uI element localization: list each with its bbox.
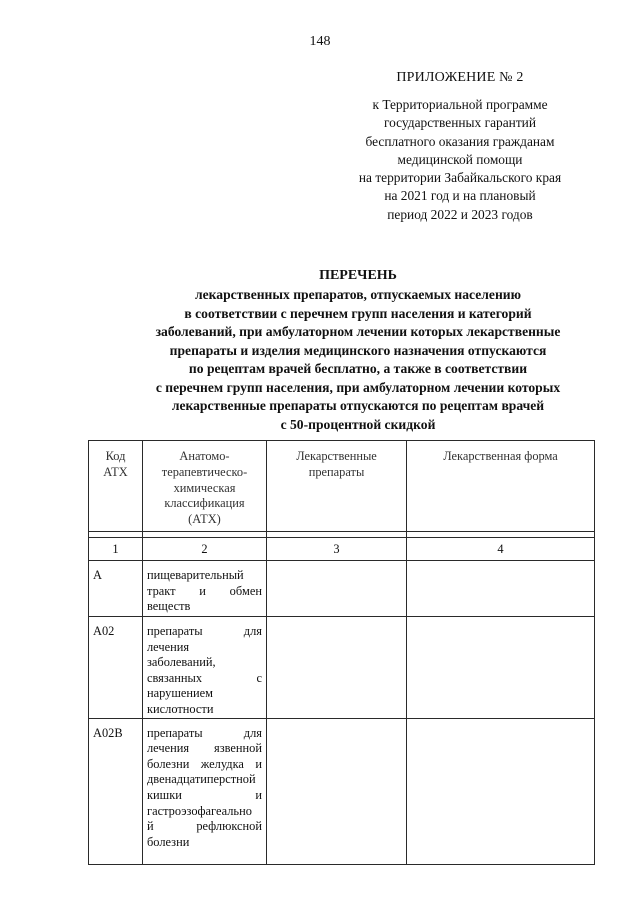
- classification-line: кишки и: [147, 787, 262, 802]
- atx-classification: [143, 561, 267, 617]
- column-number: 2: [143, 538, 267, 561]
- subtitle-line: лекарственных препаратов, отпускаемых населению: [195, 287, 521, 302]
- header-line: Лекарственные: [296, 449, 377, 463]
- column-number: 1: [89, 538, 143, 561]
- header-form: [407, 441, 595, 532]
- appendix-line: на 2021 год и на плановый: [384, 188, 536, 204]
- header-code: [89, 441, 143, 532]
- appendix-line: к Территориальной программе: [372, 97, 548, 112]
- atx-code: А02В: [89, 718, 143, 864]
- classification-line: связанных с: [147, 670, 262, 685]
- table-row: [89, 718, 595, 864]
- table-header-row: [89, 441, 595, 532]
- header-line: Код: [105, 449, 126, 463]
- header-line: АТХ: [103, 464, 128, 479]
- appendix-title: ПРИЛОЖЕНИЕ № 2: [396, 70, 524, 85]
- table-row: [89, 617, 595, 719]
- subtitle-line: с перечнем групп населения, при амбулаторном лечении которых: [155, 379, 561, 395]
- classification-line: заболеваний,: [147, 655, 216, 670]
- classification-line: пищеварительный: [147, 568, 244, 582]
- header-drugs: [267, 441, 407, 532]
- header-classification: [143, 441, 267, 532]
- column-number: 3: [267, 538, 407, 561]
- appendix-line: медицинской помощи: [397, 151, 523, 167]
- classification-line: двенадцатиперстной: [147, 772, 256, 787]
- appendix-line: бесплатного оказания гражданам: [365, 133, 555, 149]
- classification-line: болезни желудка и: [147, 756, 262, 771]
- drug-name: [267, 617, 407, 719]
- subtitle-line: с 50-процентной скидкой: [280, 416, 436, 432]
- atx-classification: [143, 617, 267, 719]
- classification-line: лечения: [147, 639, 190, 654]
- list-subtitle: [100, 286, 616, 434]
- drug-name: [267, 718, 407, 864]
- appendix-line: государственных гарантий: [383, 115, 537, 131]
- classification-line: гастроэзофагеально: [147, 803, 252, 818]
- atx-code: А02: [89, 617, 143, 719]
- header-line: Анатомо-: [179, 449, 230, 463]
- classification-line: веществ: [147, 599, 191, 614]
- dosage-form: [407, 561, 595, 617]
- classification-line: препараты для: [147, 624, 262, 638]
- header-line: препараты: [308, 464, 365, 479]
- appendix-line: период 2022 и 2023 годов: [387, 206, 533, 222]
- atx-code: А: [89, 561, 143, 617]
- page-number: 148: [309, 34, 331, 49]
- medications-table: [88, 440, 595, 865]
- appendix-line: на территории Забайкальского края: [358, 170, 562, 186]
- classification-line: тракт и обмен: [147, 583, 262, 598]
- column-number: 4: [407, 538, 595, 561]
- dosage-form: [407, 617, 595, 719]
- classification-line: й рефлюксной: [147, 819, 262, 834]
- dosage-form: [407, 718, 595, 864]
- header-line: химическая: [173, 480, 236, 495]
- subtitle-line: заболеваний, при амбулаторном лечении которых лекарственные: [155, 324, 561, 339]
- table-row: [89, 561, 595, 617]
- drug-name: [267, 561, 407, 617]
- subtitle-line: в соответствии с перечнем групп населения и категорий: [184, 305, 532, 321]
- classification-line: кислотности: [147, 701, 214, 716]
- header-line: терапевтическо-: [161, 464, 248, 479]
- appendix-description: [342, 96, 578, 224]
- classification-line: препараты для: [147, 725, 262, 740]
- column-number-row: [89, 538, 595, 561]
- subtitle-line: по рецептам врачей бесплатно, а также в соответствии: [188, 361, 528, 376]
- classification-line: болезни: [147, 834, 190, 849]
- header-line: классификация: [164, 496, 245, 511]
- classification-line: лечения язвенной: [147, 741, 262, 756]
- classification-line: нарушением: [147, 686, 214, 701]
- atx-classification: [143, 718, 267, 864]
- header-line: Лекарственная форма: [443, 449, 558, 463]
- header-line: (АТХ): [188, 512, 221, 527]
- subtitle-line: препараты и изделия медицинского назначения отпускаются: [169, 342, 547, 358]
- subtitle-line: лекарственные препараты отпускаются по рецептам врачей: [171, 398, 545, 413]
- list-title: ПЕРЕЧЕНЬ: [319, 268, 397, 283]
